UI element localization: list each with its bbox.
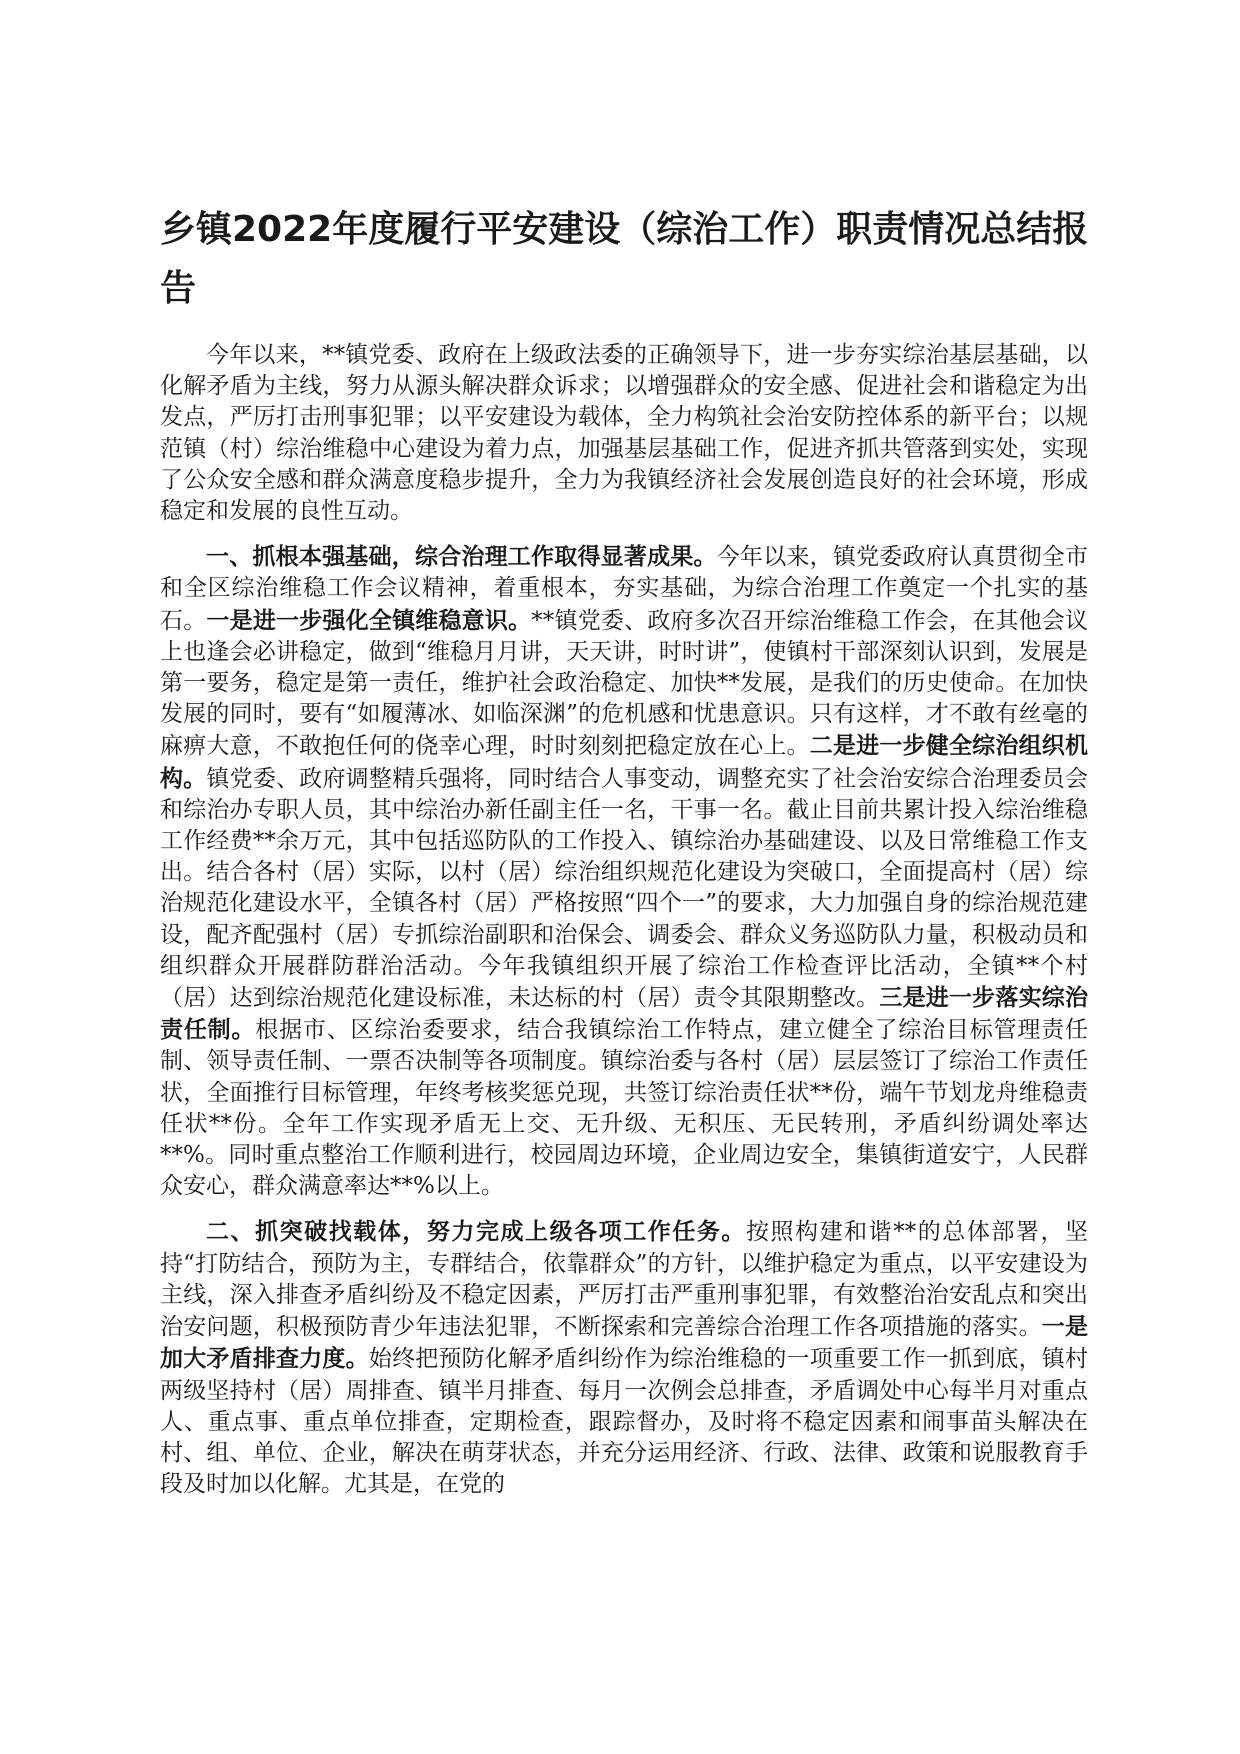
section-2-point-1-heading: 一是加大矛盾排查力度。 <box>160 1313 1089 1373</box>
section-1-point-2-text: 镇党委、政府调整精兵强将，同时结合人事变动，调整充实了社会治安综合治理委员会和综治办专职人员，其中综治办新任副主任一名，干事一名。截止目前共累计投入综治维稳工作经费**余万元，其中包括巡防队的工作投入、镇综治办基础建设、以及日常维稳工作支出。结合各村（居）实际，以村（居）综治组织规范化建设为突破口，全面提高村（居）综治规范化建设水平，全镇各村（居）严格按照“四个一”的要求，大力加强自身的综治规范建设，配齐配强村（居）专抓综治副职和治保会、调委会、群众义务巡防队力量，积极动员和组织群众开展群防群治活动。今年我镇组织开展了综治工作检查评比活动，全镇**个村（居）达到综治规范化建设标准，未达标的村（居）责令其限期整改。 <box>160 765 1089 1012</box>
section-2-point-1-text: 始终把预防化解矛盾纠纷作为综治维稳的一项重要工作一抓到底，镇村两级坚持村（居）周排查、镇半月排查、每月一次例会总排查，矛盾调处中心每半月对重点人、重点事、重点单位排查，定期检查，跟踪督办，及时将不稳定因素和闹事苗头解决在村、组、单位、企业，解决在萌芽状态，并充分运用经济、行政、法律、政策和说服教育手段及时加以化解。尤其是，在党的 <box>160 1346 1089 1498</box>
section-1-point-1-heading: 一是进一步强化全镇维稳意识。 <box>206 606 532 634</box>
section-1-point-3-heading: 三是进一步落实综治责任制。 <box>160 984 1089 1044</box>
section-1-point-2-heading: 二是进一步健全综治组织机构。 <box>160 732 1089 792</box>
section-2-text: 按照构建和谐**的总体部署，坚持“打防结合，预防为主，专群结合，依靠群众”的方针，以维护稳定为重点，以平安建设为主线，深入排查矛盾纠纷及不稳定因素，严厉打击严重刑事犯罪，有效整治治安乱点和突出治安问题，积极预防青少年违法犯罪，不断探索和完善综合治理工作各项措施的落实。 <box>160 1219 1089 1341</box>
section-1-paragraph <box>160 541 1088 1202</box>
intro-paragraph: 今年以来，**镇党委、政府在上级政法委的正确领导下，进一步夯实综治基层基础，以化解矛盾为主线，努力从源头解决群众诉求；以增强群众的安全感、促进社会和谐稳定为出发点，严厉打击刑事犯罪；以平安建设为载体，全力构筑社会治安防控体系的新平台；以规范镇（村）综治维稳中心建设为着力点，加强基层基础工作，促进齐抓共管落到实处，实现了公众安全感和群众满意度稳步提升，全力为我镇经济社会发展创造良好的社会环境，形成稳定和发展的良性互动。 <box>160 342 1088 525</box>
section-1-heading: 一、抓根本强基础，综合治理工作取得显著成果。 <box>206 543 717 571</box>
section-2-heading: 二、抓突破找载体，努力完成上级各项工作任务。 <box>206 1218 746 1246</box>
section-2-paragraph <box>160 1216 1088 1500</box>
section-1-text: 今年以来，镇党委政府认真贯彻全市和全区综治维稳工作会议精神，着重根本，夯实基础，为综合治理工作奠定一个扎实的基石。 <box>160 544 1089 634</box>
section-1-point-3-text: 根据市、区综治委要求，结合我镇综治工作特点，建立健全了综治目标管理责任制、领导责任制、一票否决制等各项制度。镇综治委与各村（居）层层签订了综治工作责任状，全面推行目标管理，年终考核奖惩兑现，共签订综治责任状**份，端午节划龙舟维稳责任状**份。全年工作实现矛盾无上交、无升级、无积压、无民转刑，矛盾纠纷调处率达**%。同时重点整治工作顺利进行，校园周边环境，企业周边安全，集镇街道安宁，人民群众安心，群众满意率达**%以上。 <box>160 1017 1089 1200</box>
document-title: 乡镇2022年度履行平安建设（综治工作）职责情况总结报告 <box>160 209 1089 309</box>
section-1-point-1-text: **镇党委、政府多次召开综治维稳工作会，在其他会议上也逢会必讲稳定，做到“维稳月月讲，天天讲，时时讲”，使镇村干部深刻认识到，发展是第一要务，稳定是第一责任，维护社会政治稳定、加快**发展，是我们的历史使命。在加快发展的同时，要有“如履薄冰、如临深渊”的危机感和忧患意识。只有这样，才不敢有丝毫的麻痹大意，不敢抱任何的侥幸心理，时时刻刻把稳定放在心上。 <box>160 607 1089 760</box>
document-body <box>160 340 1088 1500</box>
